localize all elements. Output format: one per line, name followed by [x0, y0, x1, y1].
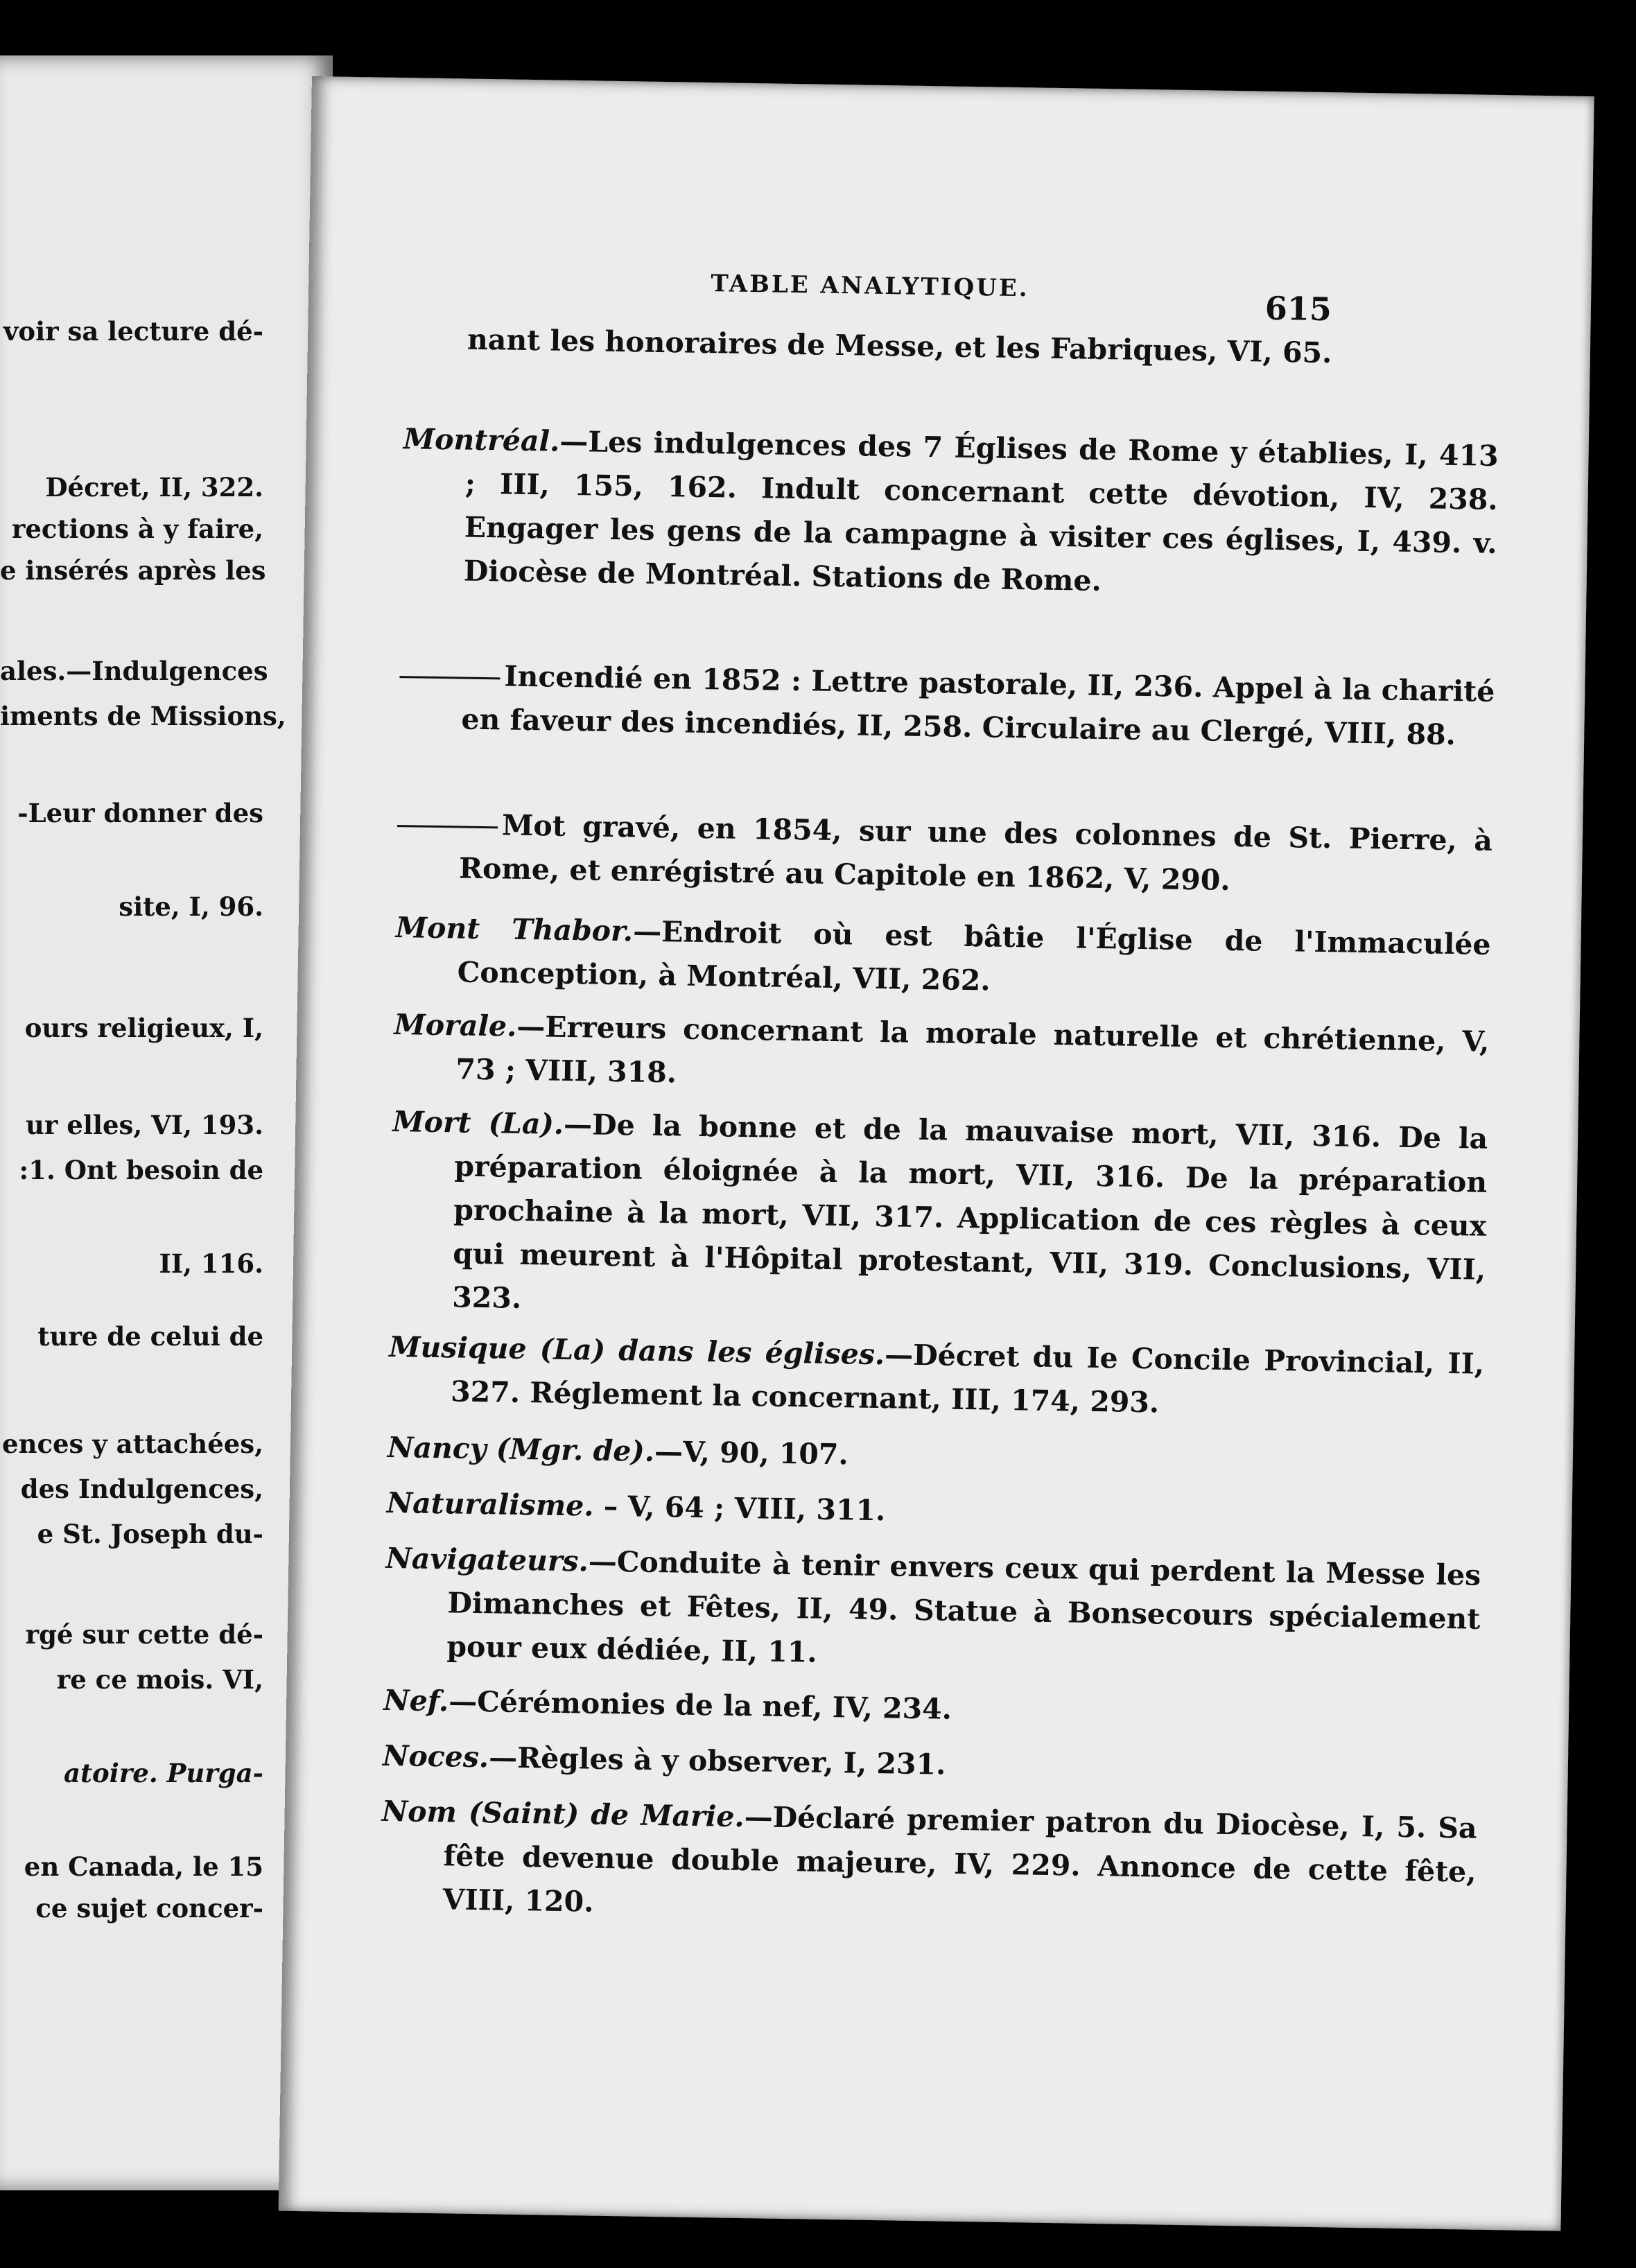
left-line: en Canada, le 15 — [24, 1851, 263, 1882]
entry-term: Montréal. — [403, 422, 560, 458]
left-line: ales.—Indulgences — [0, 656, 268, 686]
index-entry — [401, 417, 1499, 609]
left-line: ours religieux, I, — [24, 1013, 263, 1043]
repeat-dash — [399, 676, 500, 679]
left-line: II, 116. — [159, 1248, 263, 1279]
entry-term: Musique (La) dans les églises. — [388, 1329, 885, 1372]
left-line: ture de celui de — [37, 1321, 263, 1352]
left-line: Décret, II, 322. — [45, 472, 263, 503]
entry-term: Nef. — [383, 1683, 449, 1718]
left-line: ur elles, VI, 193. — [26, 1110, 263, 1140]
entry-term: Noces. — [382, 1738, 489, 1774]
index-entry — [382, 1734, 1478, 1795]
left-line: voir sa lecture dé- — [3, 316, 263, 347]
left-line: iments de Missions, — [0, 701, 286, 731]
entry-text: —Conduite à tenir envers ceux qui perdent la Messe les Dimanches et Fêtes, II, 49. Statue à Bonsecours spécialement pour eux dédiée, II, 11. — [446, 1544, 1481, 1669]
entry-text: —Cérémonies de la nef, IV, 234. — [448, 1684, 952, 1726]
index-entry — [383, 1679, 1479, 1740]
left-line: atoire. Purga- — [63, 1758, 263, 1788]
right-page — [279, 76, 1594, 2231]
entry-text: nant les honoraires de Messe, et les Fabriques, VI, 65. — [467, 322, 1332, 370]
entry-term: Navigateurs. — [385, 1541, 589, 1578]
running-header: TABLE ANALYTIQUE. — [711, 270, 1029, 303]
entry-term: Mort (La). — [392, 1105, 564, 1141]
entry-term: Mont Thabor. — [395, 911, 634, 948]
page-number: 615 — [1264, 289, 1332, 329]
entry-text: —Règles à y observer, I, 231. — [488, 1741, 946, 1781]
left-line: ences y attachées, — [2, 1429, 263, 1459]
index-entry — [405, 317, 1501, 378]
entry-term: Nancy (Mgr. de). — [387, 1430, 655, 1469]
entry-text: —V, 90, 107. — [654, 1435, 849, 1472]
index-entry — [394, 906, 1491, 1011]
entry-text: —Endroit où est bâtie l'Église de l'Immaculée Conception, à Montréal, VII, 262. — [457, 914, 1491, 997]
entry-text: —Déclaré premier patron du Diocèse, I, 5. Sa fête devenue double majeure, IV, 229. Annonce de cette fête, VIII, 120. — [442, 1800, 1477, 1919]
entry-text: Mot gravé, en 1854, sur une des colonnes de St. Pierre, à Rome, et enrégistré au Capitole en 1862, V, 290. — [458, 808, 1493, 897]
entry-text: —De la bonne et de la mauvaise mort, VII, 316. De la préparation éloignée à la mort, VII, 316. De la préparation prochaine à la mort, VII, 317. Application de ces règles à ceux qui meurent à l'Hôpital protestant, VII, 319. Conclusions, VII, 323. — [451, 1107, 1488, 1315]
index-entry — [380, 1790, 1477, 1938]
left-line: ce sujet concer- — [35, 1893, 263, 1924]
index-entry — [384, 1537, 1481, 1685]
index-entry — [390, 1100, 1488, 1336]
left-line: e St. Joseph du- — [37, 1519, 263, 1549]
left-page — [0, 55, 333, 2190]
index-entry — [388, 1325, 1485, 1430]
index-entry — [399, 653, 1495, 758]
left-line: :1. Ont besoin de — [19, 1155, 263, 1185]
entry-term: Morale. — [394, 1008, 517, 1043]
entry-text: —Erreurs concernant la morale naturelle et chrétienne, V, 73 ; VIII, 318. — [455, 1009, 1490, 1090]
left-line: rgé sur cette dé- — [25, 1619, 263, 1650]
entry-text: —Décret du Ie Concile Provincial, II, 327. Réglement la concernant, III, 174, 293. — [450, 1338, 1485, 1420]
repeat-dash — [397, 825, 498, 828]
index-entry — [387, 1426, 1483, 1487]
index-entry — [393, 1003, 1490, 1108]
left-line: e insérés après les — [0, 555, 266, 586]
index-entry — [397, 802, 1493, 907]
entry-text: Incendié en 1852 : Lettre pastorale, II, 236. Appel à la charité en faveur des incendiés, II, 258. Circulaire au Clergé, VIII, 88. — [461, 659, 1495, 752]
left-line: site, I, 96. — [119, 891, 263, 922]
left-line: -Leur donner des — [17, 798, 263, 828]
entry-text: —Les indulgences des 7 Églises de Rome y établies, I, 413 ; III, 155, 162. Indult concernant cette dévotion, IV, 238. Engager les gens de la campagne à visiter ces églises, I, 439. v. Diocèse de Montréal. Stations de Rome. — [463, 424, 1499, 597]
left-line: re ce mois. VI, — [56, 1664, 263, 1695]
index-entry — [386, 1481, 1482, 1542]
left-line: des Indulgences, — [20, 1474, 263, 1504]
entry-text: – V, 64 ; VIII, 311. — [593, 1489, 886, 1528]
entry-term: Nom (Saint) de Marie. — [381, 1794, 745, 1834]
entry-term: Naturalisme. — [386, 1485, 594, 1523]
left-line: rections à y faire, — [11, 514, 263, 544]
